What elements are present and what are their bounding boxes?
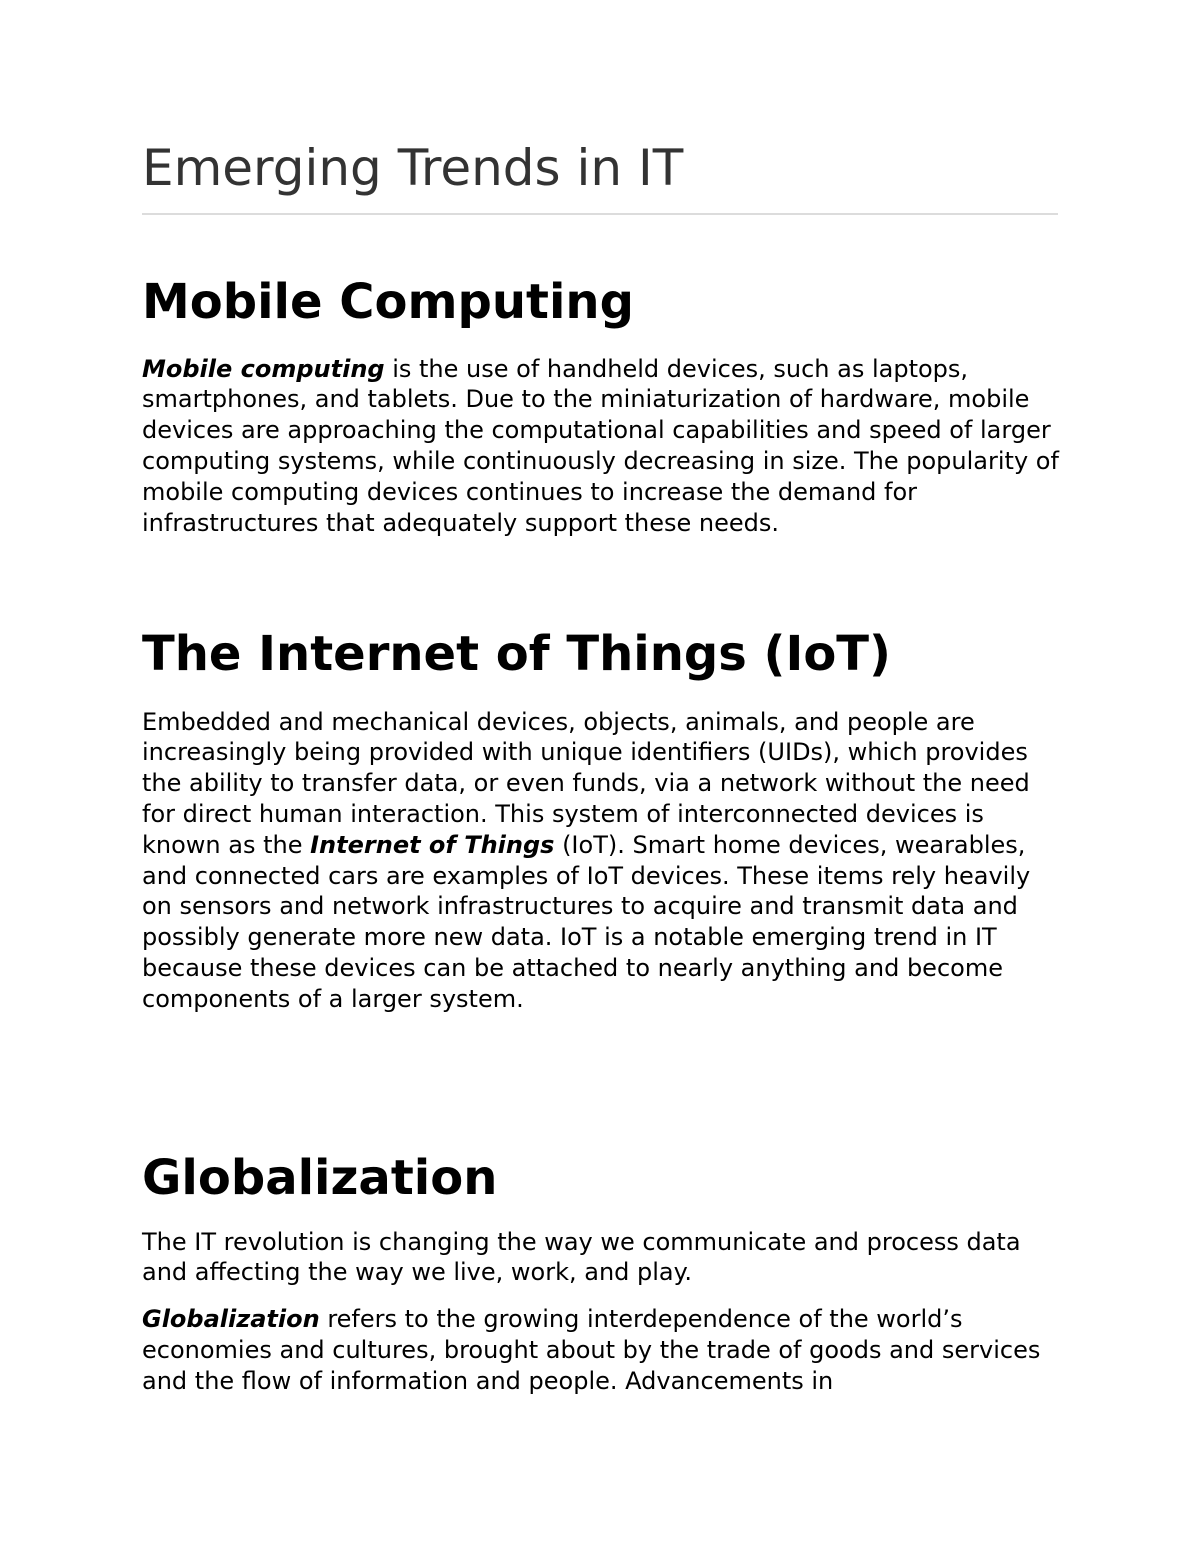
paragraph-text: Embedded and mechanical devices, objects, animals, and people are increasingly being provided with unique identifiers (UIDs), which provides the ability to transfer data, or even funds, via a network without the need for direct human interaction. This system of interconnected devices is known as the [142,707,1030,859]
page-title: Emerging Trends in IT [142,139,684,197]
section-mobile-computing [142,274,1060,538]
section-internet-of-things [142,626,1060,1015]
paragraph-globalization-definition [142,1304,1060,1396]
section-heading-mobile-computing: Mobile Computing [142,274,634,330]
term-internet-of-things: Internet of Things [310,830,555,859]
term-mobile-computing: Mobile computing [142,354,385,383]
section-heading-iot: The Internet of Things (IoT) [142,626,891,682]
paragraph-text: is the use of handheld devices, such as laptops, smartphones, and tablets. Due to the miniaturization of hardware, mobile devices are approaching the computational capabilities and speed of larger computing systems, while continuously decreasing in size. The popularity of mobile computing devices continues to increase the demand for infrastructures that adequately support these needs. [142,354,1059,537]
paragraph-globalization-intro: The IT revolution is changing the way we communicate and process data and affecting the way we live, work, and play. [142,1227,1021,1287]
paragraph-text: refers to the growing interdependence of the world’s economies and cultures, brought about by the trade of goods and services and the flow of information and people. Advancements in [142,1305,1041,1395]
paragraph-mobile-computing [142,354,1060,539]
title-divider [142,213,1058,215]
term-globalization: Globalization [142,1305,320,1334]
section-heading-globalization: Globalization [142,1150,498,1206]
section-globalization [142,1150,1060,1397]
paragraph-text: (IoT). Smart home devices, wearables, and connected cars are examples of IoT devices. These items rely heavily on sensors and network infrastructures to acquire and transmit data and possibly generate more new data. IoT is a notable emerging trend in IT because these devices can be attached to nearly anything and become components of a larger system. [142,830,1031,1013]
paragraph-iot [142,707,1060,1015]
